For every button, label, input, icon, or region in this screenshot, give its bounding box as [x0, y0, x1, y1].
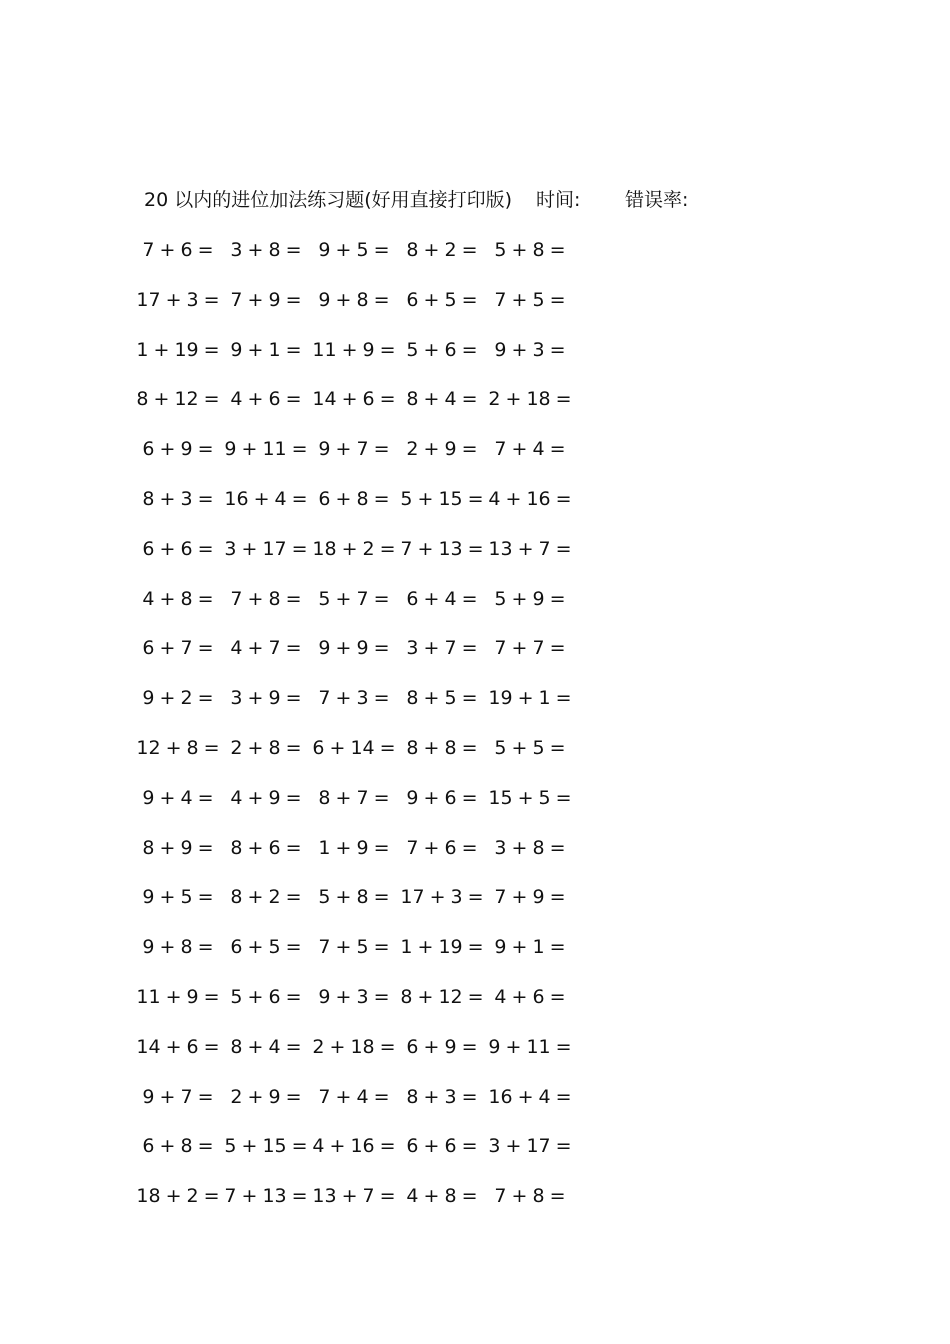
problem-item: 5 + 7 = [318, 587, 390, 610]
problem-item: 18 + 2 = [136, 1185, 220, 1208]
problem-item: 6 + 9 = [142, 438, 214, 461]
problem-item: 4 + 9 = [230, 786, 302, 809]
problem-item: 3 + 7 = [406, 637, 478, 660]
problem-item: 17 + 3 = [400, 886, 484, 909]
problem-item: 9 + 2 = [142, 687, 214, 710]
problem-item: 7 + 4 = [318, 1085, 390, 1108]
problem-item: 9 + 1 = [494, 936, 566, 959]
problem-item: 2 + 8 = [230, 737, 302, 759]
problem-item: 5 + 15 = [224, 1135, 308, 1158]
problem-item: 8 + 7 = [318, 786, 390, 809]
problem-item: 9 + 5 = [318, 239, 390, 261]
problem-item: 13 + 7 = [312, 1185, 396, 1208]
problem-item: 7 + 8 = [230, 587, 302, 610]
problem-item: 3 + 8 = [494, 836, 566, 859]
problem-item: 1 + 19 = [136, 338, 220, 361]
problem-row [0, 684, 950, 712]
problem-row [0, 784, 950, 812]
time-label: 时间: [536, 189, 581, 211]
problem-row [0, 385, 950, 413]
problem-item: 5 + 8 = [494, 239, 566, 261]
problem-item: 8 + 4 = [406, 388, 478, 411]
problem-item: 8 + 2 = [406, 239, 478, 261]
problem-item: 16 + 4 = [488, 1085, 572, 1108]
problem-item: 1 + 9 = [318, 836, 390, 859]
problem-row [0, 933, 950, 961]
problem-item: 8 + 4 = [230, 1035, 302, 1058]
problem-row [0, 734, 950, 762]
problem-row [0, 535, 950, 563]
problem-row [0, 585, 950, 613]
problem-item: 9 + 3 = [494, 338, 566, 361]
problem-item: 11 + 9 = [312, 338, 396, 361]
problem-item: 14 + 6 = [136, 1035, 220, 1058]
problem-item: 7 + 6 = [406, 836, 478, 859]
problem-item: 8 + 12 = [400, 986, 484, 1008]
problem-item: 7 + 9 = [494, 886, 566, 909]
problem-item: 8 + 2 = [230, 886, 302, 909]
problem-item: 2 + 9 = [406, 438, 478, 461]
problem-item: 9 + 1 = [230, 338, 302, 361]
problem-item: 6 + 14 = [312, 737, 396, 759]
problem-item: 7 + 8 = [494, 1185, 566, 1208]
problem-item: 4 + 6 = [494, 986, 566, 1008]
problem-item: 3 + 8 = [230, 239, 302, 261]
problem-item: 4 + 8 = [406, 1185, 478, 1208]
problem-item: 5 + 15 = [400, 488, 484, 510]
problem-row [0, 336, 950, 364]
problem-item: 13 + 7 = [488, 537, 572, 560]
problem-item: 7 + 5 = [318, 936, 390, 959]
problem-item: 5 + 9 = [494, 587, 566, 610]
problem-item: 9 + 8 = [142, 936, 214, 959]
problem-item: 17 + 3 = [136, 288, 220, 311]
problem-item: 8 + 6 = [230, 836, 302, 859]
problem-item: 9 + 7 = [318, 438, 390, 461]
problem-item: 18 + 2 = [312, 537, 396, 560]
problem-item: 3 + 17 = [224, 537, 308, 560]
problem-item: 9 + 3 = [318, 986, 390, 1008]
problem-item: 9 + 11 = [488, 1035, 572, 1058]
problem-item: 7 + 9 = [230, 288, 302, 311]
problem-item: 19 + 1 = [488, 687, 572, 710]
worksheet-header [144, 186, 844, 214]
problem-item: 8 + 5 = [406, 687, 478, 710]
problem-item: 9 + 8 = [318, 288, 390, 311]
problem-item: 6 + 7 = [142, 637, 214, 660]
problem-row [0, 883, 950, 911]
problem-item: 5 + 8 = [318, 886, 390, 909]
problem-item: 7 + 6 = [142, 239, 214, 261]
problem-item: 11 + 9 = [136, 986, 220, 1008]
problem-item: 7 + 3 = [318, 687, 390, 710]
problem-item: 2 + 18 = [312, 1035, 396, 1058]
error-rate-label: 错误率: [625, 189, 689, 211]
problem-item: 16 + 4 = [224, 488, 308, 510]
worksheet-title: 20 以内的进位加法练习题(好用直接打印版) [144, 189, 513, 211]
problem-item: 5 + 6 = [230, 986, 302, 1008]
problem-item: 7 + 13 = [400, 537, 484, 560]
problem-row [0, 1083, 950, 1111]
problem-item: 6 + 5 = [406, 288, 478, 311]
problem-item: 9 + 11 = [224, 438, 308, 461]
problem-item: 1 + 19 = [400, 936, 484, 959]
problem-item: 6 + 4 = [406, 587, 478, 610]
problem-item: 3 + 9 = [230, 687, 302, 710]
problem-item: 5 + 5 = [494, 737, 566, 759]
problem-row [0, 435, 950, 463]
problem-row [0, 1033, 950, 1061]
problem-item: 4 + 16 = [312, 1135, 396, 1158]
problem-item: 15 + 5 = [488, 786, 572, 809]
problem-item: 9 + 6 = [406, 786, 478, 809]
problem-item: 12 + 8 = [136, 737, 220, 759]
problem-item: 8 + 3 = [142, 488, 214, 510]
problem-item: 4 + 8 = [142, 587, 214, 610]
problem-item: 4 + 7 = [230, 637, 302, 660]
problem-item: 5 + 6 = [406, 338, 478, 361]
problem-row [0, 485, 950, 513]
problem-item: 8 + 8 = [406, 737, 478, 759]
problem-row [0, 286, 950, 314]
problem-row [0, 634, 950, 662]
problem-row [0, 236, 950, 264]
problem-item: 2 + 9 = [230, 1085, 302, 1108]
problem-item: 14 + 6 = [312, 388, 396, 411]
problem-item: 4 + 16 = [488, 488, 572, 510]
problem-item: 9 + 5 = [142, 886, 214, 909]
problem-row [0, 1132, 950, 1160]
problem-item: 6 + 6 = [406, 1135, 478, 1158]
problem-item: 3 + 17 = [488, 1135, 572, 1158]
problem-item: 6 + 6 = [142, 537, 214, 560]
problem-item: 7 + 4 = [494, 438, 566, 461]
problem-item: 7 + 7 = [494, 637, 566, 660]
problem-item: 9 + 4 = [142, 786, 214, 809]
problem-item: 9 + 7 = [142, 1085, 214, 1108]
problem-item: 7 + 13 = [224, 1185, 308, 1208]
problem-item: 8 + 9 = [142, 836, 214, 859]
problem-item: 2 + 18 = [488, 388, 572, 411]
problem-item: 9 + 9 = [318, 637, 390, 660]
problem-item: 6 + 9 = [406, 1035, 478, 1058]
problem-row [0, 834, 950, 862]
problem-item: 8 + 3 = [406, 1085, 478, 1108]
problem-row [0, 1182, 950, 1210]
problem-item: 6 + 5 = [230, 936, 302, 959]
problem-row [0, 983, 950, 1011]
problem-item: 6 + 8 = [318, 488, 390, 510]
problem-item: 7 + 5 = [494, 288, 566, 311]
problem-item: 6 + 8 = [142, 1135, 214, 1158]
problem-item: 4 + 6 = [230, 388, 302, 411]
problem-item: 8 + 12 = [136, 388, 220, 411]
